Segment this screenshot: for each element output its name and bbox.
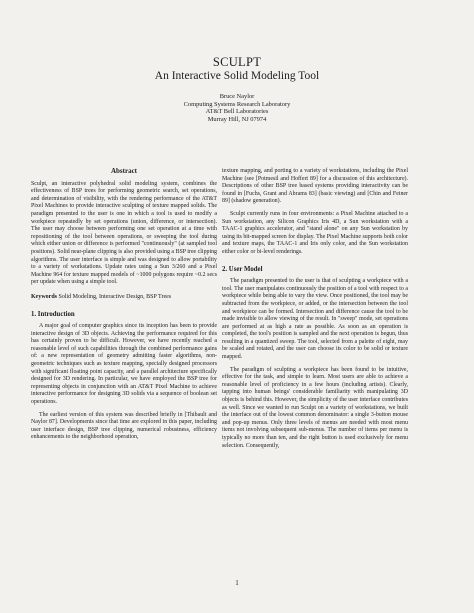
author-lab: Computing Systems Research Laboratory [183, 100, 291, 108]
keywords-line [31, 294, 217, 302]
paper-header [0, 55, 474, 123]
right-paragraph-2: Sculpt currently runs in four environments: a Pixel Machine attached to a Sun workstation, any Silicon Graphics Iris 4D, a Sun workstation with a TAAC-1 graphics accelerator, and "stand alone" on any Sun workstation by using its bit-mapped screen for display. The Pixel Machine supports both color and texture maps, the TAAC-1 and Iris only color, and the Sun workstation either color or bi-level renderings. [222, 210, 408, 255]
abstract-text: Sculpt, an interactive polyhedral solid modeling system, combines the effectiveness of BSP trees for performing geometric search, set operations, and determination of visibility, with the rendering performance of the AT&T Pixel Machines to provide interactive sculpting of texture mapped solids. The paradigm presented to the user is one in which a tool is used to modify a workpiece repeatedly by set operations (union, difference, or intersection). The user may choose between performing one set operation at a time with repositioning of the tool between operations, or sweeping the tool during which either union or difference is performed "continuously" (at sampled tool positions). Solid near-plane clipping is also provided using a BSP tree clipping algorithms. The user interface is simple and was designed to allow portability to a variety of workstations. Update rates using a Sun 3/260 and a Pixel Machine 964 for texture mapped models of ~1000 polygons require ~0.2 secs per update when using a simple tool. [31, 180, 217, 286]
author-org: AT&T Bell Laboratories [205, 108, 269, 116]
user-model-paragraph-2: The paradigm of sculpting a workpiece has been found to be intuitive, effective for the task, and simple to learn. Most users are able to achieve a reasonable level of proficiency in a few hours (including artists). Clearly, tapping into human beings' considerable familiarity with manipulating 3D objects is behind this. However, the simplicity of the user interface contributes as well. Since we wanted to run Sculpt on a variety of workstations, we built the interface out of the lowest common denominator: a single 3-button mouse and pop-up menus. Only three levels of menus are needed with most menu items not involving subsequent sub-menus. The number of items per menu is typically no more than ten, and the right button is used exclusively for menu selection. Consequently, [222, 366, 408, 449]
introduction-heading: 1. Introduction [31, 310, 75, 318]
abstract-heading: Abstract [110, 167, 138, 175]
introduction-paragraph-2: The earliest version of this system was described briefly in [Thibault and Naylor 87]. Developments since that time are explored in this paper, including user interface design, BSP tree clipping, numerical robustness, efficiency enhancements to the neighborhood operation, [31, 411, 217, 441]
author-block [0, 93, 474, 123]
keywords-text: Solid Modeling, Interactive Design, BSP Trees [58, 293, 172, 300]
paper-title: SCULPT [212, 55, 262, 69]
paper-subtitle: An Interactive Solid Modeling Tool [154, 70, 320, 82]
right-column [222, 168, 408, 455]
left-column [31, 168, 217, 447]
user-model-paragraph-1: The paradigm presented to the user is that of sculpting a workpiece with a tool. The user manipulates continuously the position of a tool with respect to a workpiece while being able to vary the view. Once positioned, the tool may be subtracted from the workpiece, or added, or the intersection between the tool and workpiece can be formed. Intersection and difference cause the tool to be made invisible to allow viewing of the result. In "sweep" mode, set operations are performed at as high a rate as possible. As soon as an operation is completed, the tool's position is sampled and the next operation is begun, thus resulting in a quantized sweep. The tool, selected from a palette of eight, may be scaled and rotated, and the user can choose its color to be solid or texture mapped. [222, 278, 408, 361]
keywords-label: Keywords [31, 293, 57, 300]
introduction-paragraph-1: A major goal of computer graphics since its inception has been to provide interactive design of 3D objects. Achieving the performance required for this has certainly proven to be difficult. However, we have recently reached a reasonable level of such capabilities through the combined performance gains of: a new representation of geometry admitting faster algorithms, non-geometric techniques such as texture mapping, specially designed processors with significant floating point capacity, and a parallel architecture specifically designed for 3D rendering. In particular, we have employed the BSP tree for representing objects in conjunction with an AT&T Pixel Machine to achieve interactive performance for designing 3D solids via a sequence of boolean set operations. [31, 323, 217, 406]
right-paragraph-1: texture mapping, and porting to a variety of workstations, including the Pixel Machine (see [Potmesil and Hoffert 89] for a discussion of this architecture). Descriptions of other BSP tree based systems providing interactivity can be found in [Fuchs, Grant and Abrams 83] (basic viewing) and [Chin and Feiner 89] (shadow generation). [222, 168, 408, 205]
user-model-heading: 2. User Model [222, 265, 263, 273]
author-address: Murray Hill, NJ 07974 [207, 115, 267, 123]
page-number: 1 [235, 579, 239, 587]
author-name: Bruce Naylor [219, 93, 255, 100]
